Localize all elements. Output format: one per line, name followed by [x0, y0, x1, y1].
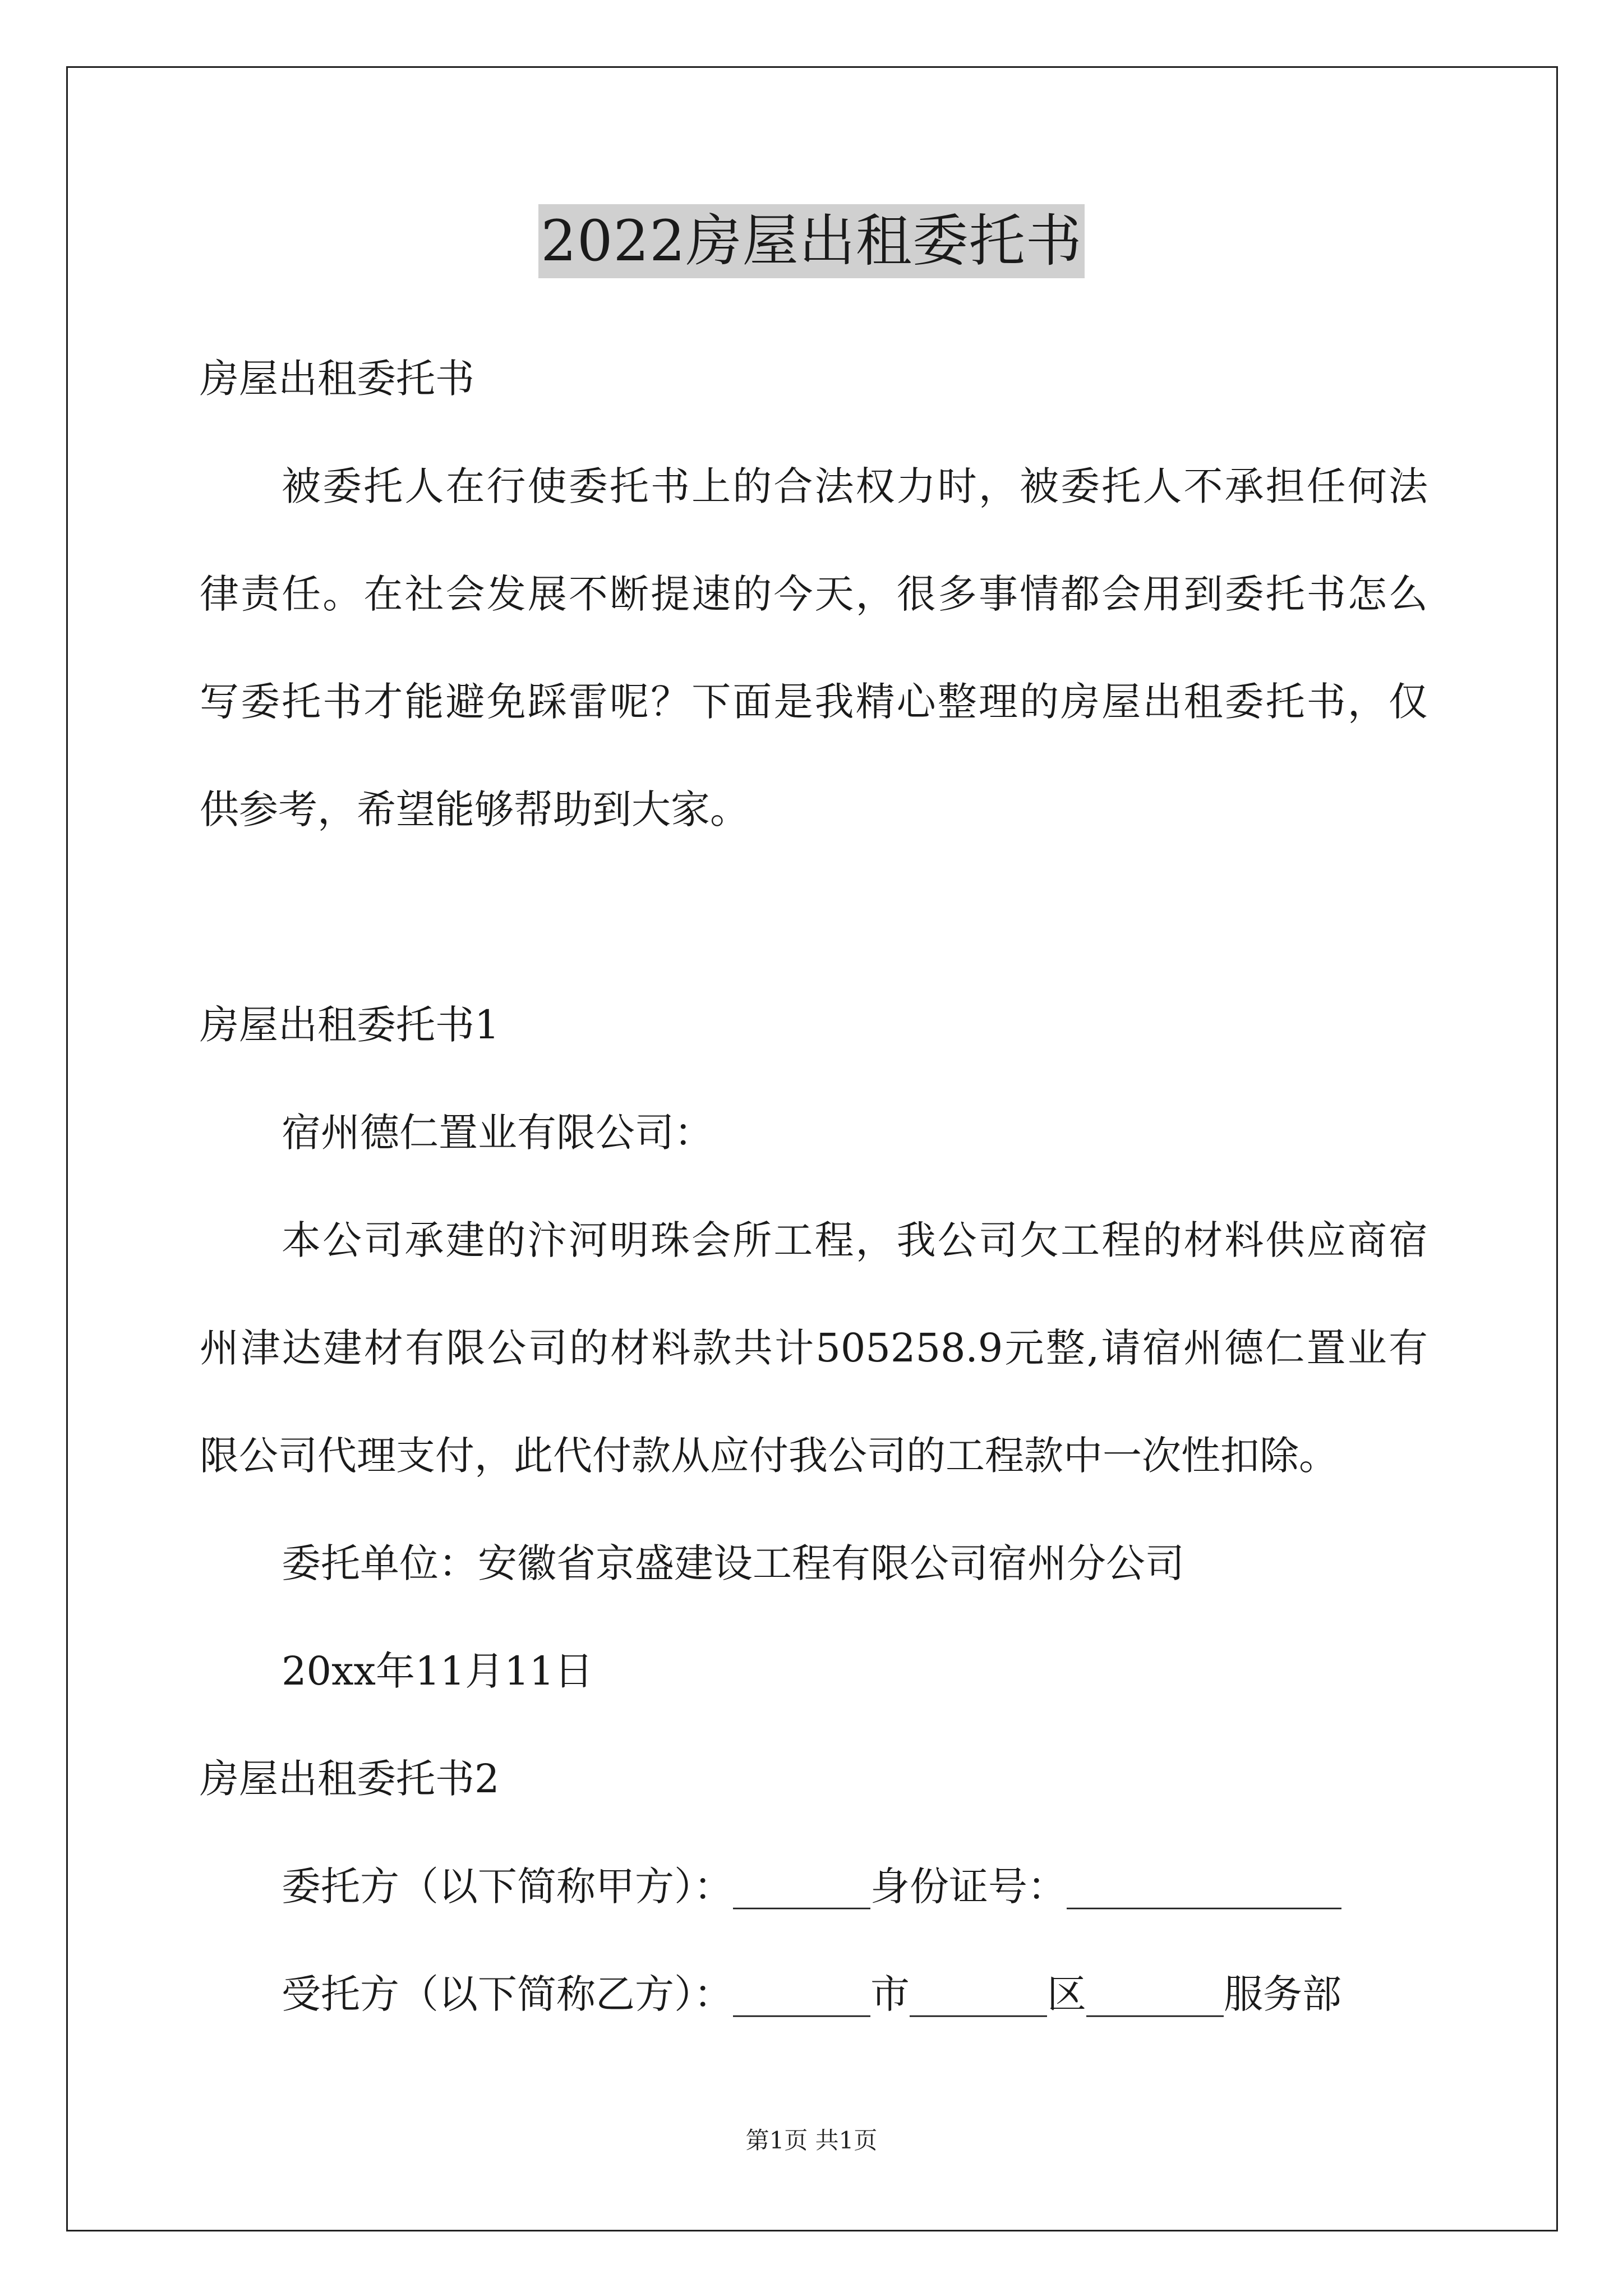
intro-line-1: 被委托人在行使委托书上的合法权力时，被委托人不承担任何法	[282, 463, 1428, 509]
section1-addressee: 宿州德仁置业有限公司：	[282, 1110, 713, 1156]
section2-party-b: 受托方（以下简称乙方）：_______市_______区_______服务部	[282, 1971, 1341, 2017]
intro-line-2: 律责任。在社会发展不断提速的今天，很多事情都会用到委托书怎么	[200, 571, 1428, 617]
section1-body-line-3: 限公司代理支付，此代付款从应付我公司的工程款中一次性扣除。	[200, 1433, 1338, 1479]
section2-heading: 房屋出租委托书2	[200, 1756, 500, 1802]
page-footer: 第1页 共1页	[745, 2127, 878, 2154]
intro-line-3: 写委托书才能避免踩雷呢？下面是我精心整理的房屋出租委托书，仅	[200, 679, 1428, 725]
document-title: 2022房屋出租委托书	[538, 204, 1085, 278]
section1-body-line-2: 州津达建材有限公司的材料款共计505258.9元整,请宿州德仁置业有	[200, 1325, 1428, 1371]
section1-body-line-1: 本公司承建的汴河明珠会所工程，我公司欠工程的材料供应商宿	[282, 1217, 1428, 1263]
section1-heading: 房屋出租委托书1	[200, 1002, 500, 1048]
title-container	[0, 204, 1623, 278]
section1-date: 20xx年11月11日	[282, 1648, 594, 1694]
subtitle: 房屋出租委托书	[200, 356, 474, 402]
section1-principal: 委托单位：安徽省京盛建设工程有限公司宿州分公司	[282, 1540, 1184, 1586]
intro-line-4: 供参考，希望能够帮助到大家。	[200, 786, 749, 832]
section2-party-a: 委托方（以下简称甲方）：_______身份证号：______________	[282, 1864, 1341, 1910]
